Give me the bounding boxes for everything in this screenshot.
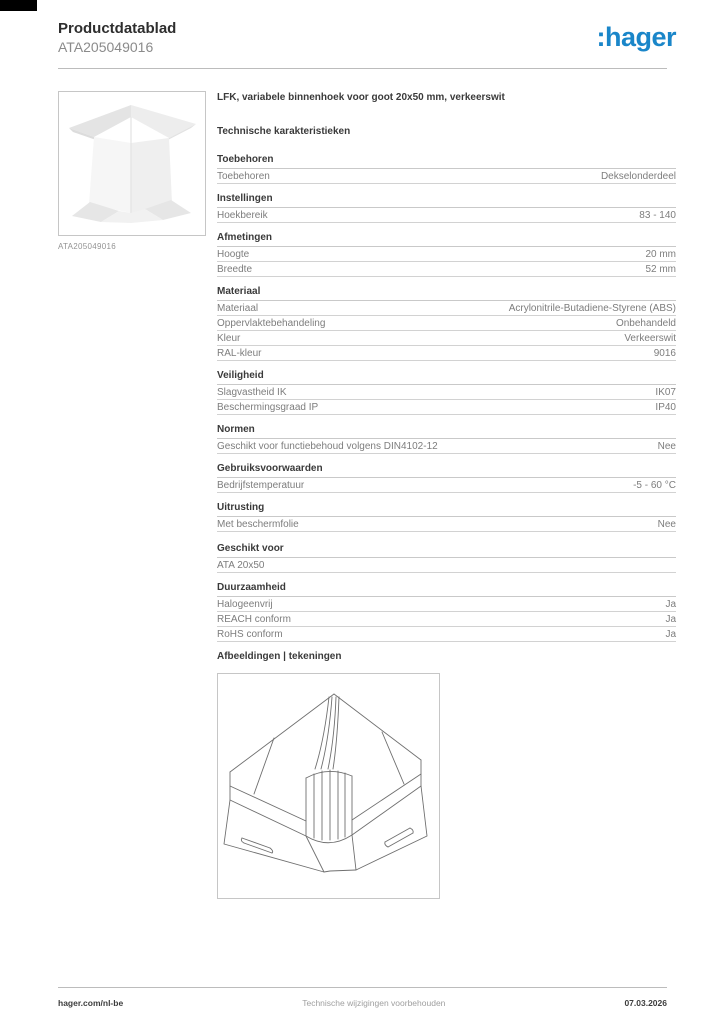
spec-label: Beschermingsgraad IP: [217, 402, 319, 413]
spec-label: Slagvastheid IK: [217, 387, 287, 398]
spec-section-heading: Normen: [217, 424, 676, 439]
spec-row: [217, 597, 676, 612]
spec-label: Hoogte: [217, 249, 250, 260]
spec-label: Toebehoren: [217, 171, 270, 182]
spec-row: [217, 439, 676, 454]
hager-logo: :hager: [596, 22, 676, 52]
tech-sections: [217, 154, 676, 532]
product-photo-column: [58, 91, 208, 251]
spec-section-heading: Gebruiksvoorwaarden: [217, 463, 676, 478]
product-photo: [58, 91, 206, 236]
spec-value: Nee: [657, 441, 676, 452]
spec-section: [217, 463, 676, 493]
spec-section-heading: Afmetingen: [217, 232, 676, 247]
spec-section: [217, 424, 676, 454]
spec-row: [217, 169, 676, 184]
spec-label: Hoekbereik: [217, 210, 268, 221]
product-photo-image: [59, 92, 205, 235]
spec-section: [217, 286, 676, 361]
spec-section: [217, 582, 676, 642]
spec-section: [217, 154, 676, 184]
spec-value: IK07: [655, 387, 676, 398]
spec-row: [217, 208, 676, 223]
spec-row: [217, 331, 676, 346]
spec-section: [217, 502, 676, 532]
footer-disclaimer: Technische wijzigingen voorbehouden: [302, 998, 446, 1008]
spec-row: [217, 346, 676, 361]
spec-value: IP40: [655, 402, 676, 413]
spec-label: Kleur: [217, 333, 241, 344]
spec-value: Ja: [665, 614, 676, 625]
spec-section-heading: Duurzaamheid: [217, 582, 676, 597]
spec-section: [217, 370, 676, 415]
spec-section-heading: Instellingen: [217, 193, 676, 208]
spec-row: [217, 301, 676, 316]
header-divider: [58, 68, 667, 69]
spec-section: [217, 232, 676, 277]
spec-section: [217, 193, 676, 223]
spec-section-heading: Materiaal: [217, 286, 676, 301]
footer-website: hager.com/nl-be: [58, 998, 124, 1008]
spec-label: Halogeenvrij: [217, 599, 273, 610]
document-title: Productdatablad: [58, 20, 177, 37]
product-photo-caption: ATA205049016: [58, 242, 117, 251]
spec-value: Onbehandeld: [615, 318, 676, 329]
spec-label: Materiaal: [217, 303, 259, 314]
spec-row: [217, 478, 676, 493]
spec-value: 9016: [653, 348, 676, 359]
drawings-heading: Afbeeldingen | tekeningen: [217, 651, 342, 662]
technical-drawing-image: [218, 674, 439, 898]
spec-label: Breedte: [217, 264, 253, 275]
spec-row: [217, 612, 676, 627]
spec-row: [217, 385, 676, 400]
spec-section-heading: Geschikt voor: [217, 543, 676, 558]
spec-value: 83 - 140: [639, 210, 676, 221]
spec-value: 52 mm: [645, 264, 676, 275]
spec-value: Acrylonitrile-Butadiene-Styrene (ABS): [508, 303, 676, 314]
spec-label: Met beschermfolie: [217, 519, 299, 530]
spec-label: Oppervlaktebehandeling: [217, 318, 326, 329]
product-title: LFK, variabele binnenhoek voor goot 20x50 mm, verkeerswit: [217, 92, 505, 103]
content-column: [217, 92, 676, 899]
spec-value: Verkeerswit: [624, 333, 676, 344]
technical-drawing: [217, 673, 440, 899]
spec-row: [217, 247, 676, 262]
footer-divider: [58, 987, 667, 988]
spec-label: RoHS conform: [217, 629, 283, 640]
spec-row: [217, 262, 676, 277]
spec-value: Ja: [665, 629, 676, 640]
spec-row: [217, 316, 676, 331]
spec-section-heading: Uitrusting: [217, 502, 676, 517]
document-header: [58, 19, 176, 56]
extra-sections: [217, 543, 676, 642]
spec-value: Dekselonderdeel: [600, 171, 676, 182]
page-corner-mark: [0, 0, 37, 11]
spec-value: Nee: [657, 519, 676, 530]
spec-section-heading: Veiligheid: [217, 370, 676, 385]
spec-value: Ja: [665, 599, 676, 610]
spec-label: ATA 20x50: [217, 560, 265, 571]
spec-row: [217, 517, 676, 532]
footer: [58, 998, 667, 1008]
spec-row: [217, 400, 676, 415]
spec-section: [217, 543, 676, 573]
spec-value: -5 - 60 °C: [633, 480, 676, 491]
spec-row: [217, 558, 676, 573]
spec-label: RAL-kleur: [217, 348, 262, 359]
spec-label: Geschikt voor functiebehoud volgens DIN4102-12: [217, 441, 438, 452]
spec-label: Bedrijfstemperatuur: [217, 480, 305, 491]
spec-label: REACH conform: [217, 614, 291, 625]
spec-row: [217, 627, 676, 642]
spec-section-heading: Toebehoren: [217, 154, 676, 169]
product-reference: ATA205049016: [58, 39, 154, 55]
spec-value: 20 mm: [645, 249, 676, 260]
tech-characteristics-heading: Technische karakteristieken: [217, 126, 351, 137]
footer-date: 07.03.2026: [624, 998, 667, 1008]
